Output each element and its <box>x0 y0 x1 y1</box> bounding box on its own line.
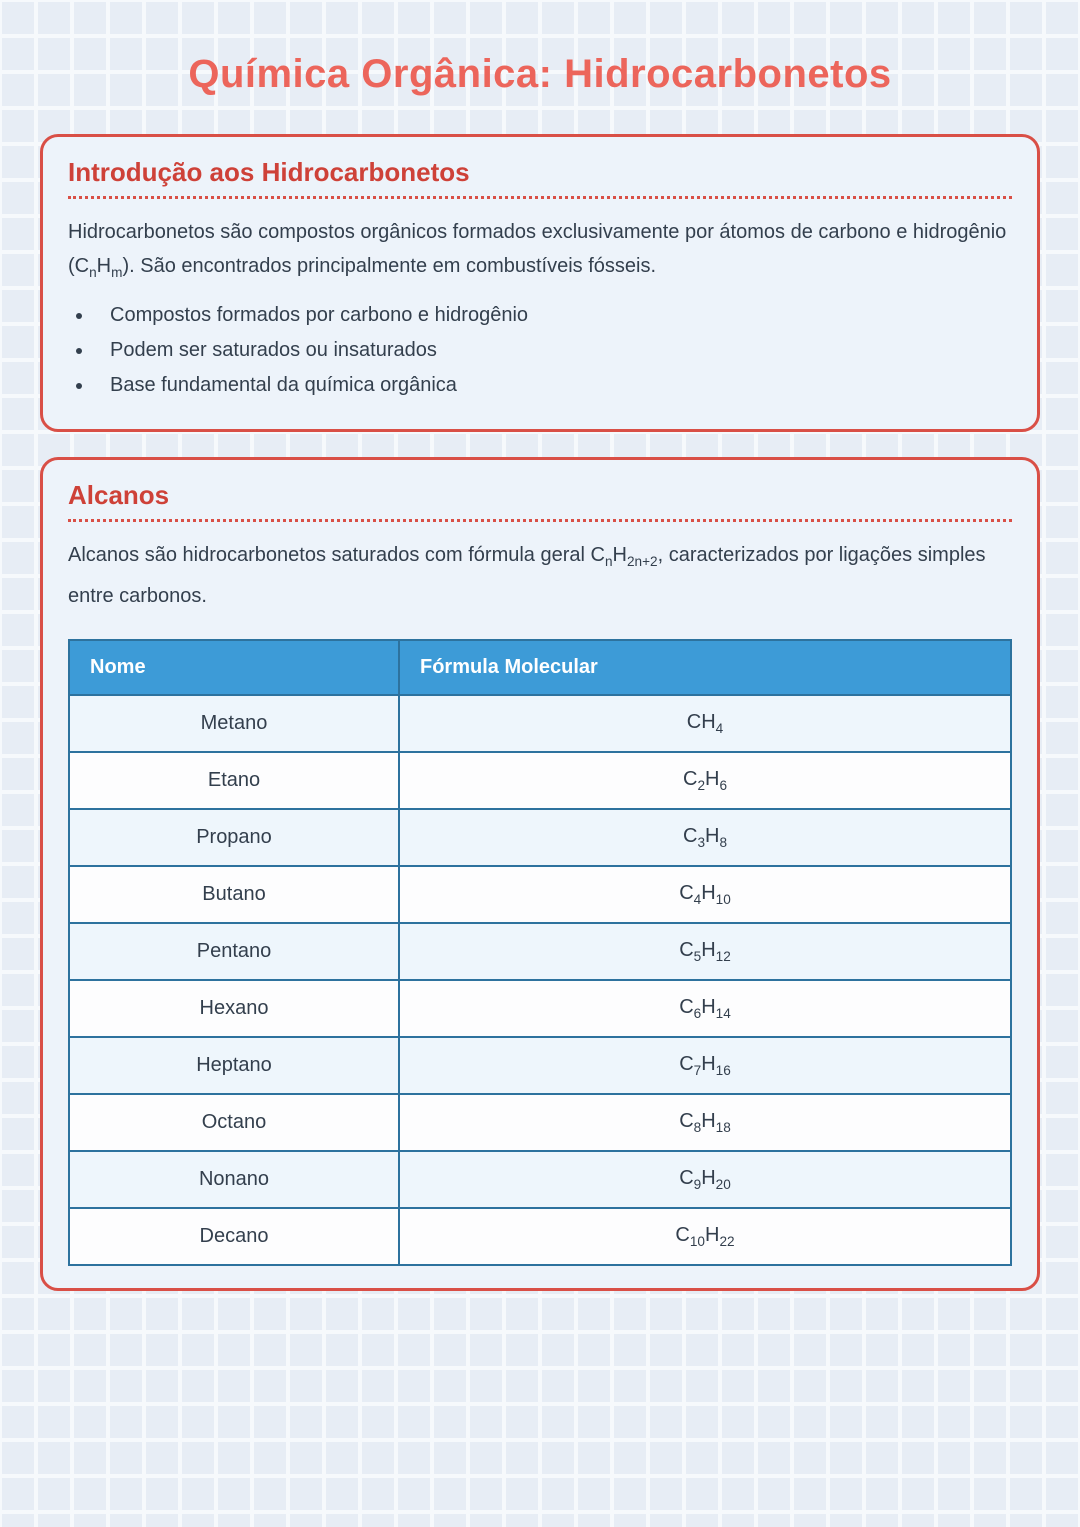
table-row <box>69 1208 1011 1265</box>
table-row <box>69 752 1011 809</box>
alkane-name-cell: Heptano <box>69 1037 399 1094</box>
alkane-formula-cell: $C_9H_{20}$ <box>399 1151 1011 1208</box>
alkane-name-cell: Hexano <box>69 980 399 1037</box>
alcanos-paragraph: Alcanos são hidrocarbonetos saturados com fórmula geral $C_nH_{2n+2}$, caracterizados por ligações simples entre carbonos. <box>68 544 986 607</box>
alkane-formula-cell: $C_5H_{12}$ <box>399 923 1011 980</box>
alkane-formula-cell: $C_8H_{18}$ <box>399 1094 1011 1151</box>
intro-card-heading: Introdução aos Hidrocarbonetos <box>68 157 470 187</box>
table-header-row <box>69 640 1011 695</box>
bullet-item: • Compostos formados por carbono e hidrogênio <box>94 302 1012 328</box>
table-row <box>69 1151 1011 1208</box>
alkane-formula-cell: $C_3H_8$ <box>399 809 1011 866</box>
alkane-name-cell: Decano <box>69 1208 399 1265</box>
dotted-separator <box>68 196 1012 199</box>
page-title: Química Orgânica: Hidrocarbonetos <box>188 52 892 96</box>
alkane-formula-cell: $C_6H_{14}$ <box>399 980 1011 1037</box>
alkane-name-cell: Pentano <box>69 923 399 980</box>
alkane-formula-cell: $C_2H_6$ <box>399 752 1011 809</box>
alkanes-table-head <box>69 640 1011 695</box>
dotted-separator <box>68 519 1012 522</box>
alkane-name-cell: Propano <box>69 809 399 866</box>
column-header-formula: Fórmula Molecular <box>399 640 1011 695</box>
alkane-name-cell: Metano <box>69 695 399 752</box>
table-row <box>69 1094 1011 1151</box>
alkane-formula-cell: $C_{10}H_{22}$ <box>399 1208 1011 1265</box>
intro-bullet-list <box>68 302 1012 398</box>
alkane-name-cell: Octano <box>69 1094 399 1151</box>
alcanos-card-heading: Alcanos <box>68 480 170 510</box>
alkanes-table <box>68 639 1012 1266</box>
alkane-name-cell: Butano <box>69 866 399 923</box>
column-header-name: Nome <box>69 640 399 695</box>
table-row <box>69 866 1011 923</box>
alkane-formula-cell: $C_4H_{10}$ <box>399 866 1011 923</box>
intro-card <box>40 134 1040 432</box>
intro-paragraph: Hidrocarbonetos são compostos orgânicos formados exclusivamente por átomos de carbono e hidrogênio $(C_nH_m)$. São encontrados principalmente em combustíveis fósseis. <box>68 221 1007 280</box>
table-row <box>69 923 1011 980</box>
bullet-item: • Podem ser saturados ou insaturados <box>94 337 1012 363</box>
alcanos-card <box>40 457 1040 1291</box>
bullet-item: • Base fundamental da química orgânica <box>94 372 1012 398</box>
alkane-formula-cell: $CH_4$ <box>399 695 1011 752</box>
table-row <box>69 980 1011 1037</box>
table-row <box>69 809 1011 866</box>
alkanes-table-body <box>69 695 1011 1265</box>
table-row <box>69 1037 1011 1094</box>
alkane-name-cell: Nonano <box>69 1151 399 1208</box>
alkane-name-cell: Etano <box>69 752 399 809</box>
table-row <box>69 695 1011 752</box>
alkane-formula-cell: $C_7H_{16}$ <box>399 1037 1011 1094</box>
